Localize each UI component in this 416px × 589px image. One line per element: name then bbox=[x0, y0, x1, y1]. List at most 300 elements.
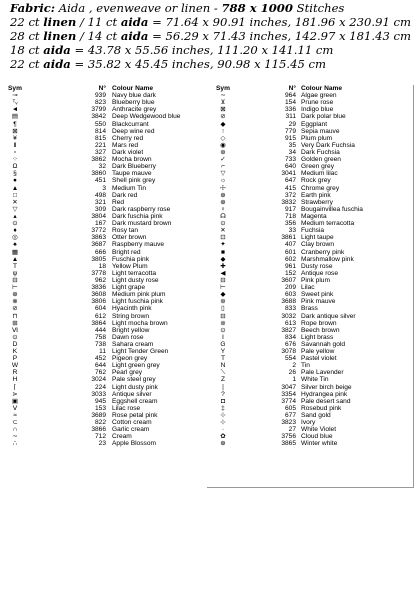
legend-row bbox=[2, 206, 207, 213]
thread-symbol: ✚ bbox=[220, 262, 226, 270]
thread-number: 3861 bbox=[281, 234, 296, 242]
thread-symbol: ⊛ bbox=[220, 298, 226, 306]
colour-name: Raspberry mauve bbox=[112, 241, 165, 249]
thread-symbol: Ω bbox=[12, 163, 18, 171]
thread-number: 3836 bbox=[91, 284, 106, 292]
legend-row bbox=[210, 298, 416, 305]
legend-row bbox=[210, 106, 416, 113]
thread-number: 3687 bbox=[91, 241, 106, 249]
legend-row bbox=[2, 313, 207, 320]
name-header: Colour Name bbox=[301, 85, 343, 92]
fabric-text: Aida , evenweave or linen - bbox=[55, 1, 222, 15]
legend-row bbox=[210, 206, 416, 213]
thread-symbol: ⊚ bbox=[220, 319, 226, 327]
thread-symbol: ∼ bbox=[220, 92, 226, 100]
thread-number: 822 bbox=[94, 419, 106, 427]
legend-row bbox=[2, 213, 207, 220]
legend-row bbox=[2, 249, 207, 256]
colour-name: Apple Blossom bbox=[112, 440, 156, 448]
count-text: 22 ct bbox=[10, 57, 44, 71]
thread-symbol: ⊗ bbox=[12, 298, 18, 306]
thread-symbol: H bbox=[12, 376, 18, 384]
thread-number: 647 bbox=[284, 177, 296, 185]
thread-symbol: ⊙ bbox=[12, 333, 18, 341]
thread-number: 3689 bbox=[91, 412, 106, 420]
thread-symbol: Ⅴ bbox=[12, 404, 18, 412]
name-header: Colour Name bbox=[112, 85, 154, 92]
thread-symbol: ◎ bbox=[12, 234, 18, 242]
thread-symbol: ◆ bbox=[220, 255, 226, 263]
legend-row bbox=[210, 270, 416, 277]
thread-symbol: □ bbox=[13, 191, 17, 199]
size-line-22ct-aida bbox=[10, 58, 326, 71]
thread-symbol: ∴ bbox=[12, 440, 18, 448]
colour-name: Golden green bbox=[301, 156, 341, 164]
thread-number: 603 bbox=[284, 291, 296, 299]
legend-row bbox=[2, 412, 207, 419]
thread-number: 498 bbox=[94, 191, 106, 199]
thread-symbol: ◆ bbox=[220, 291, 226, 299]
thread-symbol: ‡ bbox=[221, 404, 225, 412]
thread-number: 945 bbox=[94, 397, 106, 405]
legend-row bbox=[2, 113, 207, 120]
fabric-name: aida bbox=[120, 15, 149, 29]
legend-row bbox=[210, 313, 416, 320]
thread-symbol: ⊘ bbox=[220, 113, 226, 121]
legend-row bbox=[2, 220, 207, 227]
thread-number: 833 bbox=[284, 305, 296, 313]
thread-symbol: ⊹ bbox=[220, 419, 226, 427]
thread-number: 3832 bbox=[281, 198, 296, 206]
legend-row bbox=[210, 320, 416, 327]
thread-symbol: G bbox=[220, 340, 226, 348]
colour-name: Navy blue dark bbox=[112, 92, 156, 100]
colour-name: Cherry red bbox=[112, 134, 144, 142]
colour-name: Algae green bbox=[301, 92, 337, 100]
legend-row bbox=[210, 355, 416, 362]
legend-row bbox=[210, 234, 416, 241]
legend-row bbox=[210, 99, 416, 106]
thread-number: 407 bbox=[284, 241, 296, 249]
colour-name: Light terracotta bbox=[112, 269, 156, 277]
legend-row bbox=[210, 170, 416, 177]
thread-symbol: ✦ bbox=[220, 241, 226, 249]
thread-symbol: ⊠ bbox=[12, 127, 18, 135]
legend-row bbox=[2, 355, 207, 362]
count-text: / 11 ct bbox=[76, 15, 121, 29]
thread-number: 3688 bbox=[281, 298, 296, 306]
thread-number: 718 bbox=[284, 212, 296, 220]
colour-name: Antique rose bbox=[301, 269, 339, 277]
thread-number: 167 bbox=[94, 220, 106, 228]
thread-number: 224 bbox=[94, 383, 106, 391]
thread-symbol: ⊕ bbox=[220, 198, 226, 206]
colour-name: Dark raspberry rose bbox=[112, 205, 171, 213]
thread-number: 3799 bbox=[91, 106, 106, 114]
legend-row bbox=[210, 213, 416, 220]
legend-row bbox=[2, 177, 207, 184]
legend-row bbox=[210, 391, 416, 398]
colour-name: Rope brown bbox=[301, 319, 337, 327]
thread-symbol: K bbox=[12, 348, 18, 356]
legend-row bbox=[2, 320, 207, 327]
colour-name: Dark fuschia pink bbox=[112, 212, 163, 220]
legend-row bbox=[2, 391, 207, 398]
legend-column-right bbox=[210, 85, 416, 448]
colour-name: Pale yellow bbox=[301, 348, 335, 356]
legend-row bbox=[210, 177, 416, 184]
legend-row bbox=[2, 298, 207, 305]
thread-symbol: ◄ bbox=[11, 106, 19, 114]
thread-symbol: ▽ bbox=[12, 205, 18, 213]
legend-row bbox=[210, 369, 416, 376]
thread-symbol: R bbox=[12, 369, 18, 377]
thread-number: 3804 bbox=[91, 212, 106, 220]
legend-row bbox=[210, 433, 416, 440]
legend-row bbox=[210, 291, 416, 298]
thread-symbol: ▲ bbox=[11, 255, 19, 263]
colour-name: Hydrangea pink bbox=[301, 390, 348, 398]
legend-row bbox=[210, 263, 416, 270]
colour-name: Ivory bbox=[301, 419, 316, 427]
colour-name: Indigo blue bbox=[301, 106, 334, 114]
colour-name: Eggplant bbox=[301, 120, 328, 128]
legend-row bbox=[2, 163, 207, 170]
thread-symbol: ☩ bbox=[220, 184, 226, 192]
thread-symbol: ⊕ bbox=[220, 440, 226, 448]
thread-symbol: ⊛ bbox=[220, 148, 226, 156]
thread-number: 758 bbox=[94, 333, 106, 341]
thread-number: 18 bbox=[98, 262, 106, 270]
thread-symbol: § bbox=[13, 170, 17, 178]
colour-name: Dusty rose bbox=[301, 262, 333, 270]
thread-number: 3865 bbox=[281, 440, 296, 448]
colour-name: Earth pink bbox=[301, 191, 331, 199]
legend-row bbox=[2, 384, 207, 391]
colour-name: Pigeon grey bbox=[112, 355, 148, 363]
colour-name: Hyacinth pink bbox=[112, 305, 152, 313]
thread-number: 152 bbox=[284, 269, 296, 277]
legend-row bbox=[2, 327, 207, 334]
colour-name: Cloud blue bbox=[301, 433, 333, 441]
thread-symbol: T bbox=[220, 355, 226, 363]
thread-symbol: ≈ bbox=[13, 412, 17, 420]
stitch-suffix: Stitches bbox=[292, 1, 345, 15]
colour-name: Medium lilac bbox=[301, 170, 338, 178]
thread-number: 3860 bbox=[91, 170, 106, 178]
thread-number: 605 bbox=[284, 404, 296, 412]
thread-symbol: ▴ bbox=[13, 212, 17, 220]
size-line-28ct-linen bbox=[10, 30, 411, 43]
legend-row bbox=[2, 334, 207, 341]
colour-name: Cream bbox=[112, 433, 132, 441]
thread-symbol: ● bbox=[13, 177, 17, 185]
colour-name: Deep wine red bbox=[112, 127, 155, 135]
thread-number: 209 bbox=[284, 284, 296, 292]
size-text: = 71.64 x 90.91 inches, 181.96 x 230.91 cm bbox=[148, 15, 412, 29]
colour-name: Sand gold bbox=[301, 412, 331, 420]
colour-name: Pastel violet bbox=[301, 355, 337, 363]
thread-number: 33 bbox=[288, 227, 296, 235]
thread-symbol: ⁘ bbox=[12, 156, 18, 164]
colour-name: Light mocha brown bbox=[112, 319, 168, 327]
legend-row bbox=[2, 348, 207, 355]
legend-column-left bbox=[2, 85, 207, 448]
thread-symbol: ✿ bbox=[220, 433, 226, 441]
colour-name: Garlic cream bbox=[112, 426, 150, 434]
thread-symbol: ✕ bbox=[220, 227, 226, 235]
thread-number: 2 bbox=[292, 362, 296, 370]
colour-name: Shell pink grey bbox=[112, 177, 156, 185]
legend-row bbox=[210, 227, 416, 234]
thread-symbol: ∣ bbox=[221, 383, 225, 391]
thread-number: 644 bbox=[94, 362, 106, 370]
colour-name: Lilac rose bbox=[112, 404, 141, 412]
thread-number: 738 bbox=[94, 340, 106, 348]
colour-name: Light Tender Green bbox=[112, 348, 169, 356]
thread-number: 311 bbox=[285, 113, 296, 121]
thread-number: 321 bbox=[94, 198, 106, 206]
thread-symbol: ✕ bbox=[12, 198, 18, 206]
sym-header: Sym bbox=[216, 85, 230, 92]
thread-symbol: ⊠ bbox=[220, 106, 226, 114]
thread-number: 32 bbox=[98, 163, 106, 171]
colour-name: Antique silver bbox=[112, 390, 152, 398]
thread-number: 550 bbox=[94, 120, 106, 128]
legend-row bbox=[210, 128, 416, 135]
thread-symbol: ♦ bbox=[13, 227, 17, 235]
fabric-name: aida bbox=[43, 43, 71, 57]
thread-symbol: ◀ bbox=[220, 269, 226, 277]
legend-row bbox=[210, 419, 416, 426]
colour-name: Light dusty pink bbox=[112, 383, 158, 391]
thread-symbol: Ⅰ bbox=[222, 333, 224, 341]
thread-symbol: ⊂ bbox=[12, 419, 18, 427]
legend-row bbox=[210, 92, 416, 99]
thread-number: 602 bbox=[284, 255, 296, 263]
legend-row bbox=[210, 135, 416, 142]
count-text: 28 ct bbox=[10, 29, 44, 43]
thread-number: 915 bbox=[284, 134, 296, 142]
colour-name: Dark Blueberry bbox=[112, 163, 156, 171]
legend-row bbox=[2, 341, 207, 348]
legend-row bbox=[210, 305, 416, 312]
colour-name: Blueberry blue bbox=[112, 99, 155, 107]
fabric-label: Fabric: bbox=[10, 1, 56, 15]
thread-number: 3041 bbox=[281, 170, 296, 178]
size-text: = 56.29 x 71.43 inches, 142.97 x 181.43 cm bbox=[148, 29, 412, 43]
colour-name: Bright red bbox=[112, 248, 141, 256]
thread-number: 3805 bbox=[91, 255, 106, 263]
thread-number: 451 bbox=[94, 177, 106, 185]
thread-number: 3823 bbox=[281, 419, 296, 427]
colour-name: Dark polar blue bbox=[301, 113, 346, 121]
colour-name: Light fuschia pink bbox=[112, 298, 163, 306]
colour-name: Fuschia pink bbox=[112, 255, 150, 263]
legend-row bbox=[210, 220, 416, 227]
colour-name: Sepia mauve bbox=[301, 127, 340, 135]
thread-symbol: ⊢ bbox=[12, 284, 18, 292]
colour-name: Green grey bbox=[301, 163, 334, 171]
thread-number: 452 bbox=[94, 355, 106, 363]
thread-symbol: ? bbox=[221, 390, 225, 398]
legend-row bbox=[2, 398, 207, 405]
thread-number: 3078 bbox=[281, 348, 296, 356]
colour-name: Lilac bbox=[301, 284, 315, 292]
legend-row bbox=[2, 128, 207, 135]
legend-row bbox=[210, 327, 416, 334]
thread-symbol: ◉ bbox=[220, 141, 226, 149]
colour-name: Red bbox=[112, 198, 125, 206]
legend-row bbox=[210, 156, 416, 163]
thread-symbol: Z bbox=[220, 376, 226, 384]
colour-name: Dark Fuchsia bbox=[301, 148, 340, 156]
thread-symbol: ⊞ bbox=[12, 319, 18, 327]
colour-name: Dark red bbox=[112, 191, 138, 199]
thread-number: 834 bbox=[284, 333, 296, 341]
legend-row bbox=[210, 405, 416, 412]
thread-number: 962 bbox=[94, 276, 106, 284]
thread-number: 3862 bbox=[91, 156, 106, 164]
legend-row bbox=[2, 277, 207, 284]
colour-name: Yellow Plum bbox=[112, 262, 148, 270]
thread-symbol: ⊕ bbox=[12, 291, 18, 299]
legend-row bbox=[2, 362, 207, 369]
legend-row bbox=[210, 334, 416, 341]
legend-row bbox=[210, 412, 416, 419]
thread-number: 327 bbox=[94, 148, 106, 156]
thread-symbol: ∩ bbox=[12, 426, 18, 434]
thread-symbol: P bbox=[12, 355, 18, 363]
legend-row bbox=[210, 277, 416, 284]
thread-number: 666 bbox=[94, 248, 106, 256]
legend-row bbox=[2, 270, 207, 277]
legend-row bbox=[2, 170, 207, 177]
thread-symbol: Ⅱ bbox=[13, 141, 17, 149]
thread-number: 939 bbox=[94, 92, 106, 100]
colour-name: Pink plum bbox=[301, 276, 330, 284]
thread-symbol: ⊙ bbox=[12, 220, 18, 228]
legend-row bbox=[210, 348, 416, 355]
legend-row bbox=[210, 341, 416, 348]
colour-name: Deep Wedgewood blue bbox=[112, 113, 181, 121]
thread-number: 3608 bbox=[91, 291, 106, 299]
size-text: = 43.78 x 55.56 inches, 111.20 x 141.11 cm bbox=[70, 43, 334, 57]
thread-symbol: ⊸ bbox=[12, 92, 18, 100]
colour-name: Fuchsia bbox=[301, 227, 325, 235]
colour-name: Plum plum bbox=[301, 134, 333, 142]
thread-number: 779 bbox=[284, 127, 296, 135]
colour-name: Dark violet bbox=[112, 148, 144, 156]
colour-name: Eggshell cream bbox=[112, 397, 158, 405]
colour-name: Cotton cream bbox=[112, 419, 152, 427]
colour-name: Silver birch beige bbox=[301, 383, 352, 391]
legend-row bbox=[2, 149, 207, 156]
thread-symbol: ◆ bbox=[220, 120, 226, 128]
thread-symbol: ▲ bbox=[11, 184, 19, 192]
legend-row bbox=[210, 113, 416, 120]
num-header: N° bbox=[288, 85, 296, 92]
legend-row bbox=[2, 241, 207, 248]
thread-number: 35 bbox=[288, 141, 296, 149]
thread-symbol: ⊢ bbox=[220, 284, 226, 292]
legend-row bbox=[210, 192, 416, 199]
legend-row bbox=[210, 426, 416, 433]
thread-number: 3 bbox=[102, 184, 106, 192]
colour-name: Dark mustard brown bbox=[112, 220, 172, 228]
thread-symbol: ♀ bbox=[220, 205, 226, 213]
thread-number: 604 bbox=[94, 305, 106, 313]
colour-name: Marshmallow pink bbox=[301, 255, 354, 263]
legend-row bbox=[2, 185, 207, 192]
colour-name: String brown bbox=[112, 312, 150, 320]
thread-symbol: N bbox=[220, 362, 226, 370]
legend-row bbox=[2, 135, 207, 142]
thread-number: 221 bbox=[94, 141, 106, 149]
legend-row bbox=[210, 199, 416, 206]
thread-symbol: ▯ bbox=[221, 305, 225, 313]
thread-number: 917 bbox=[284, 205, 296, 213]
thread-number: 3864 bbox=[91, 319, 106, 327]
legend-row bbox=[210, 142, 416, 149]
thread-symbol: ∙ bbox=[222, 426, 224, 434]
legend-row bbox=[210, 256, 416, 263]
thread-number: 3806 bbox=[91, 298, 106, 306]
legend-header-row bbox=[2, 85, 207, 92]
colour-name: Pale steel grey bbox=[112, 376, 156, 384]
thread-symbol: ⊙ bbox=[220, 326, 226, 334]
colour-name: Strawberry bbox=[301, 198, 333, 206]
colour-name: Light green grey bbox=[112, 362, 160, 370]
thread-number: 3842 bbox=[91, 113, 106, 121]
thread-symbol: ⊘ bbox=[12, 305, 18, 313]
thread-number: 814 bbox=[94, 127, 106, 135]
legend-row bbox=[210, 398, 416, 405]
colour-name: Light brass bbox=[301, 333, 334, 341]
legend-row bbox=[210, 185, 416, 192]
legend-row bbox=[2, 440, 207, 447]
legend-row bbox=[210, 149, 416, 156]
thread-symbol: ▫ bbox=[13, 148, 17, 156]
colour-name: Pale Lavender bbox=[301, 369, 344, 377]
thread-number: 3032 bbox=[281, 312, 296, 320]
count-text: 18 ct bbox=[10, 43, 44, 57]
thread-number: 762 bbox=[94, 369, 106, 377]
thread-symbol: ⊹ bbox=[220, 412, 226, 420]
legend-row bbox=[2, 256, 207, 263]
thread-symbol: ▽ bbox=[220, 170, 226, 178]
thread-number: 677 bbox=[284, 412, 296, 420]
thread-number: 23 bbox=[98, 440, 106, 448]
colour-name: Savannah gold bbox=[301, 340, 345, 348]
legend-row bbox=[2, 305, 207, 312]
colour-name: Brass bbox=[301, 305, 318, 313]
thread-symbol: ⌐ bbox=[221, 163, 225, 171]
thread-number: 11 bbox=[99, 348, 106, 356]
legend-row bbox=[2, 369, 207, 376]
thread-number: 34 bbox=[288, 148, 296, 156]
thread-number: 640 bbox=[284, 163, 296, 171]
thread-number: 554 bbox=[284, 355, 296, 363]
thread-symbol: ⊡ bbox=[220, 234, 226, 242]
thread-symbol: ✓ bbox=[220, 156, 226, 164]
colour-name: Light dusty rose bbox=[112, 276, 159, 284]
thread-symbol: ↑ bbox=[221, 127, 225, 135]
thread-number: 612 bbox=[94, 312, 106, 320]
thread-symbol: ⊟ bbox=[12, 276, 18, 284]
thread-number: 372 bbox=[284, 191, 296, 199]
fabric-name: linen bbox=[43, 15, 77, 29]
